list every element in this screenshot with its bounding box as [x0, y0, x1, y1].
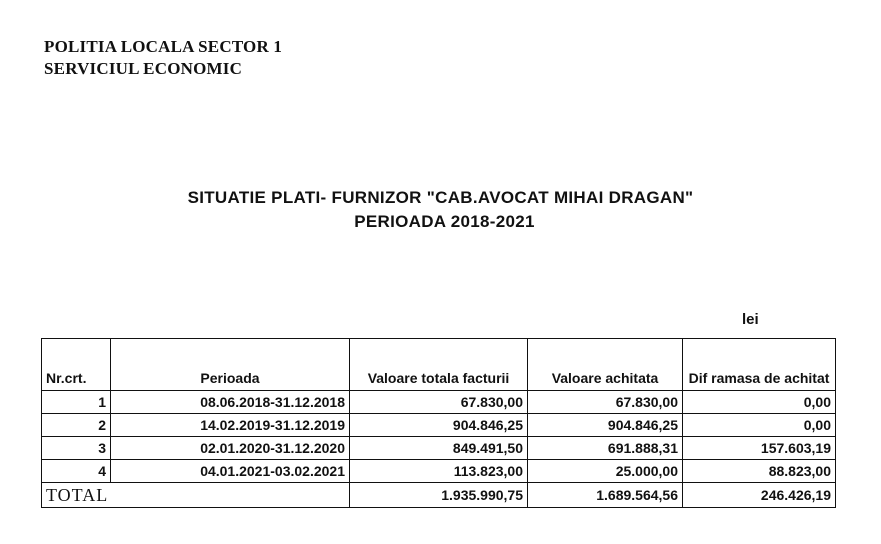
row-perioada: 08.06.2018-31.12.2018	[111, 391, 350, 414]
row-valoare-achitata: 67.830,00	[528, 391, 683, 414]
column-header-nr: Nr.crt.	[42, 339, 111, 391]
column-header-dif-ramasa: Dif ramasa de achitat	[683, 339, 836, 391]
row-dif: 157.603,19	[683, 437, 836, 460]
row-dif: 0,00	[683, 391, 836, 414]
currency-unit: lei	[742, 311, 759, 328]
title-line-1: SITUATIE PLATI- FURNIZOR "CAB.AVOCAT MIHAI DRAGAN"	[187, 188, 694, 207]
row-valoare-totala: 849.491,50	[350, 437, 528, 460]
row-valoare-totala: 904.846,25	[350, 414, 528, 437]
row-valoare-achitata: 904.846,25	[528, 414, 683, 437]
total-row	[42, 483, 836, 508]
row-valoare-totala: 113.823,00	[350, 460, 528, 483]
table-row	[42, 414, 836, 437]
title-line-2: PERIOADA 2018-2021	[354, 212, 535, 231]
department-name: SERVICIUL ECONOMIC	[44, 59, 243, 78]
table-row	[42, 391, 836, 414]
document-title	[0, 186, 881, 234]
row-valoare-achitata: 25.000,00	[528, 460, 683, 483]
payments-table	[41, 338, 836, 508]
row-dif: 0,00	[683, 414, 836, 437]
institution-header	[44, 36, 282, 80]
row-nr: 1	[42, 391, 111, 414]
total-valoare-achitata: 1.689.564,56	[528, 483, 683, 508]
row-nr: 4	[42, 460, 111, 483]
row-perioada: 14.02.2019-31.12.2019	[111, 414, 350, 437]
row-perioada: 04.01.2021-03.02.2021	[111, 460, 350, 483]
column-header-valoare-achitata: Valoare achitata	[528, 339, 683, 391]
row-nr: 3	[42, 437, 111, 460]
total-valoare-totala: 1.935.990,75	[350, 483, 528, 508]
table-row	[42, 460, 836, 483]
table-header-row	[42, 339, 836, 391]
table-row	[42, 437, 836, 460]
row-nr: 2	[42, 414, 111, 437]
column-header-perioada: Perioada	[111, 339, 350, 391]
row-dif: 88.823,00	[683, 460, 836, 483]
institution-name: POLITIA LOCALA SECTOR 1	[44, 37, 283, 56]
row-valoare-achitata: 691.888,31	[528, 437, 683, 460]
row-valoare-totala: 67.830,00	[350, 391, 528, 414]
total-dif: 246.426,19	[683, 483, 836, 508]
column-header-valoare-totala: Valoare totala facturii	[350, 339, 528, 391]
total-label: TOTAL	[42, 483, 350, 508]
row-perioada: 02.01.2020-31.12.2020	[111, 437, 350, 460]
